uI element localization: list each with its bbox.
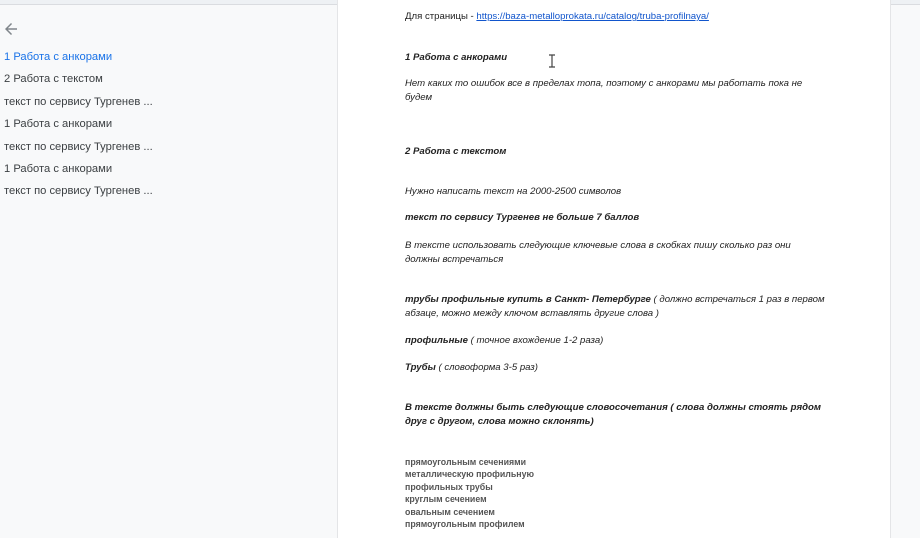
heading-text-work: 2 Работа с текстом [405, 146, 507, 157]
phrase-item: профильных трубы [405, 481, 493, 492]
page-url-line [405, 11, 709, 22]
outline-item[interactable]: 2 Работа с текстом [4, 73, 103, 86]
text-length-paragraph: Нужно написать текст на 2000-2500 символов [405, 186, 622, 197]
phrase-item: круглым сечением [405, 494, 487, 505]
text-cursor-icon [547, 54, 557, 68]
keyword-2 [405, 335, 603, 346]
document-page[interactable] [337, 0, 891, 538]
keywords-intro-paragraph: В тексте использовать следующие ключевые слова в скобках пишу сколько раз они должны встречаться [405, 240, 791, 265]
page-url-prefix: Для страницы - [405, 11, 477, 22]
phrase-item: овальным сечением [405, 506, 495, 517]
keyword-2-phrase: профильные [405, 335, 468, 346]
keyword-1-note: ( должно встречаться 1 раз в первом абзаце, можно между ключом вставлять другие слова ) [405, 294, 825, 319]
keyword-2-note: ( точное вхождение 1-2 раза) [467, 335, 604, 346]
outline-item[interactable]: текст по сервису Тургенев ... [4, 185, 153, 198]
keyword-3 [405, 362, 538, 373]
phrase-item: металлическую профильную [405, 469, 534, 480]
outline-item[interactable]: текст по сервису Тургенев ... [4, 95, 153, 108]
outline-item[interactable]: 1 Работа с анкорами [4, 118, 113, 131]
outline-item[interactable]: 1 Работа с анкорами [4, 51, 113, 63]
outline-item[interactable]: текст по сервису Тургенев ... [4, 140, 153, 153]
anchors-paragraph: Нет каких то ошибок все в пределах топа, поэтому с анкорами мы работать пока не будем [405, 78, 803, 103]
phrase-item: прямоугольным сечениями [405, 457, 527, 467]
turgenev-paragraph: текст по сервису Тургенев не больше 7 баллов [405, 212, 640, 223]
heading-anchors: 1 Работа с анкорами [405, 52, 508, 63]
outline-list [4, 50, 153, 207]
outline-item[interactable]: 1 Работа с анкорами [4, 162, 113, 175]
page-url-link[interactable]: https://baza-metalloprokata.ru/catalog/truba-profilnaya/ [476, 11, 709, 22]
keyword-3-note: ( словоформа 3-5 раз) [435, 362, 538, 373]
phrase-item: прямоугольным профилем [405, 519, 525, 529]
keyword-1-phrase: трубы профильные купить в Санкт- Петербурге [405, 294, 651, 305]
keyword-1 [405, 293, 825, 321]
phrases-intro-paragraph: В тексте должны быть следующие словосочетания ( слова должны стоять рядом друг с другом, слова можно склонять) [405, 402, 821, 427]
back-arrow-icon[interactable] [2, 20, 20, 38]
keyword-3-phrase: Трубы [405, 362, 436, 373]
